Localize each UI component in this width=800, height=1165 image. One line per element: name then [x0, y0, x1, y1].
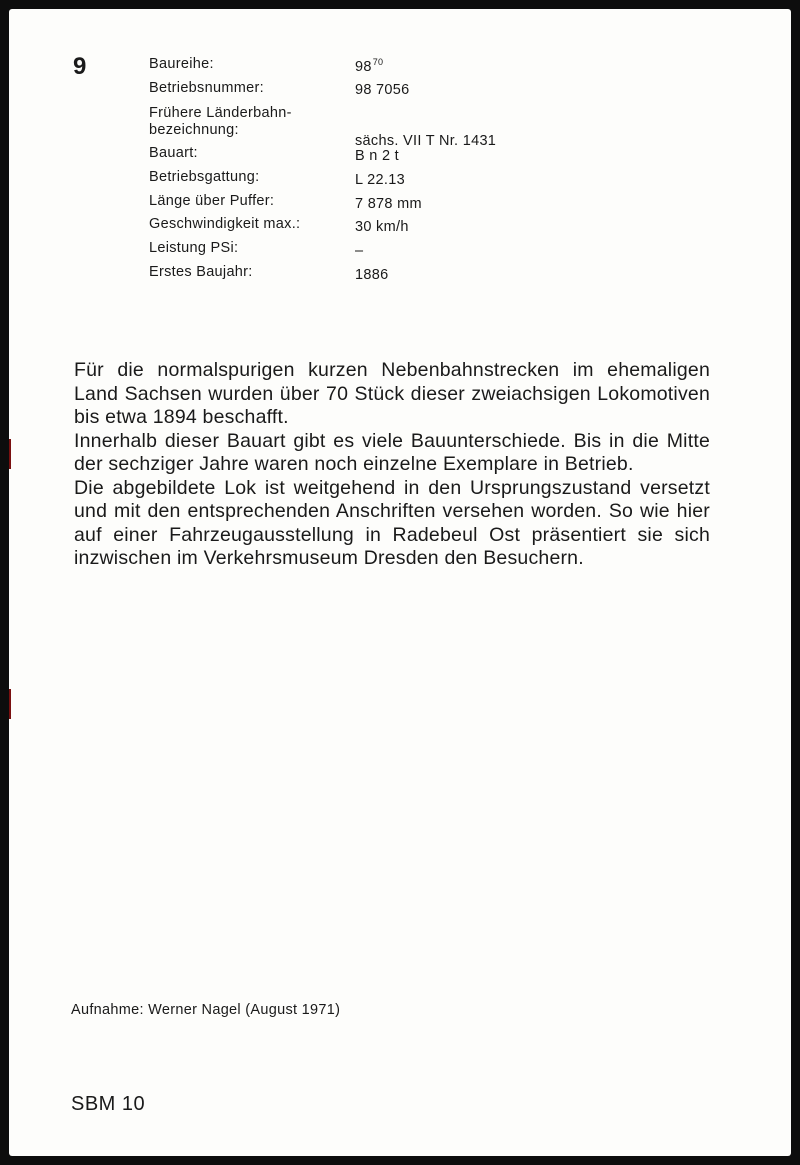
spec-label-line1: Frühere Länderbahn-	[149, 105, 292, 121]
spec-label: Bauart:	[149, 145, 198, 161]
spec-value: B n 2 t	[355, 148, 400, 164]
spec-label: Länge über Puffer:	[149, 193, 275, 209]
edge-mark	[9, 689, 11, 719]
paragraph: Innerhalb dieser Bauart gibt es viele Bauunterschiede. Bis in die Mitte der sechziger Jahre waren noch einzelne Exemplare in Betrieb.	[74, 429, 710, 475]
paragraph: Die abgebildete Lok ist weitgehend in den Ursprungszustand versetzt und mit den entsprechenden Anschriften versehen worden. So wie hier auf einer Fahrzeugausstellung in Radebeul Ost präsentiert sie sich inzwischen im Verkehrsmuseum Dresden den Besuchern.	[74, 476, 710, 569]
postcard-back	[9, 9, 791, 1156]
spec-label	[149, 105, 292, 139]
spec-value-main: 98	[355, 59, 372, 75]
spec-label: Baureihe:	[149, 56, 214, 72]
spec-value: L 22.13	[355, 172, 405, 188]
spec-value: 1886	[355, 267, 389, 283]
spec-value: 7 878 mm	[355, 196, 422, 212]
series-label: SBM 10	[71, 1093, 146, 1115]
photo-credit: Aufnahme: Werner Nagel (August 1971)	[71, 1002, 341, 1018]
spec-label: Erstes Baujahr:	[149, 264, 253, 280]
spec-label-line2: bezeichnung:	[149, 122, 239, 138]
spec-label: Leistung PSi:	[149, 240, 239, 256]
card-number: 9	[73, 53, 87, 80]
description-text	[74, 359, 710, 571]
spec-value	[355, 59, 383, 75]
paragraph: Für die normalspurigen kurzen Nebenbahnstrecken im ehemaligen Land Sachsen wurden über 70 Stück dieser zweiachsigen Lokomotiven bis etwa 1894 beschafft.	[74, 359, 710, 428]
spec-label: Betriebsgattung:	[149, 169, 260, 185]
spec-label: Geschwindigkeit max.:	[149, 216, 301, 232]
spec-value: –	[355, 243, 364, 259]
spec-value-superscript: 70	[372, 57, 384, 67]
spec-value: 30 km/h	[355, 219, 409, 235]
spec-value: 98 7056	[355, 82, 410, 98]
edge-mark	[9, 439, 11, 469]
spec-value: sächs. VII T Nr. 1431	[355, 133, 497, 149]
spec-label: Betriebsnummer:	[149, 80, 264, 96]
